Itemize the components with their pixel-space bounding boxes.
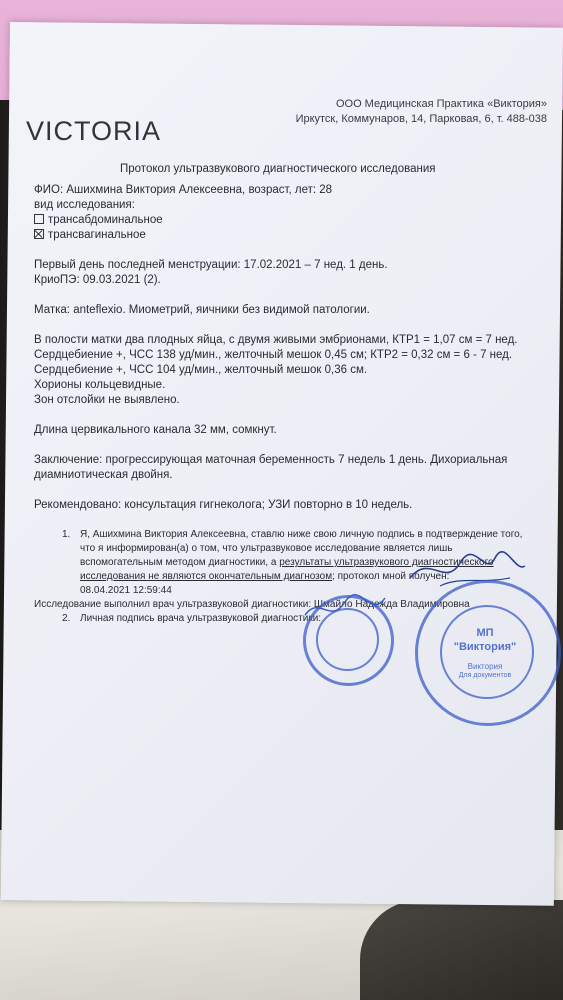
conclusion-line-1: Заключение: прогрессирующая маточная беременность 7 недель 1 день. Дихориальная — [34, 454, 508, 466]
exam-type-label: вид исследования: — [34, 199, 135, 211]
findings-line-5: Зон отслойки не выявлено. — [34, 394, 180, 406]
consent-timestamp: 08.04.2021 12:59:44 — [80, 585, 172, 596]
doctor-line: Исследование выполнил врач ультразвуковой диагностики: Шмайло Надежда Владимировна — [34, 599, 470, 610]
patient-fio: ФИО: Ашихмина Виктория Алексеевна, возраст, лет: 28 — [34, 184, 333, 196]
consent-line-2: что я информирован(а) о том, что ультразвуковое исследование является лишь — [80, 543, 453, 554]
consent-number-2: 2. — [62, 613, 71, 624]
doctor-signature-line: Личная подпись врача ультразвуковой диагностики: — [80, 613, 322, 624]
checkbox-checked-icon — [34, 229, 44, 239]
document-title: Протокол ультразвукового диагностического исследования — [120, 163, 436, 175]
option-transabdominal — [34, 214, 163, 226]
seal-mp: МП — [476, 627, 494, 639]
consent-text: ; протокол мной получен: — [332, 571, 450, 582]
checkbox-unchecked-icon — [34, 214, 44, 224]
lmp-line: Первый день последней менструации: 17.02.2021 – 7 нед. 1 день. — [34, 259, 388, 271]
uterus-line: Матка: anteflexio. Миометрий, яичники без видимой патологии. — [34, 304, 370, 316]
clinic-address — [296, 97, 547, 127]
findings-line-2: Сердцебиение +, ЧСС 138 уд/мин., желточный мешок 0,45 см; КТР2 = 0,32 см = 6 - 7 нед. — [34, 349, 513, 361]
org-address: Иркутск, Коммунаров, 14, Парковая, 6, т. 488-038 — [295, 113, 547, 125]
org-name: ООО Медицинская Практика «Виктория» — [335, 98, 547, 110]
option-transvaginal — [34, 229, 146, 241]
findings-line-4: Хорионы кольцевидные. — [34, 379, 166, 391]
findings-line-1: В полости матки два плодных яйца, с двумя живыми эмбрионами, КТР1 = 1,07 см = 7 нед. — [34, 334, 518, 346]
left-stamp-inner — [316, 608, 379, 671]
consent-number-1: 1. — [62, 529, 71, 540]
cervix-line: Длина цервикального канала 32 мм, сомкнут. — [34, 424, 277, 436]
option-label: трансабдоминальное — [48, 214, 163, 226]
seal-ring-word: Виктория — [467, 662, 503, 671]
seal-name: "Виктория" — [453, 641, 517, 653]
recommendation-line: Рекомендовано: консультация гигнеколога; УЗИ повторно в 10 недель. — [34, 499, 413, 511]
consent-underlined-text: исследования не являются окончательным диагнозом — [80, 571, 333, 582]
consent-line-4 — [80, 571, 449, 582]
consent-underlined-text: результаты ультразвукового диагностического — [279, 557, 494, 568]
cryo-line: КриоПЭ: 09.03.2021 (2). — [34, 274, 161, 286]
conclusion-line-2: диамниотическая двойня. — [34, 469, 173, 481]
consent-line-1: Я, Ашихмина Виктория Алексеевна, ставлю ниже свою личную подпись в подтверждение того, — [80, 529, 523, 540]
seal-documents: Для документов — [458, 672, 512, 679]
clinic-logo: VICTORIA — [26, 116, 162, 146]
consent-text: вспомогательным методом диагностики, а — [80, 557, 280, 568]
findings-line-3: Сердцебиение +, ЧСС 104 уд/мин., желточный мешок 0,36 см. — [34, 364, 368, 376]
option-label: трансвагинальное — [48, 229, 146, 241]
